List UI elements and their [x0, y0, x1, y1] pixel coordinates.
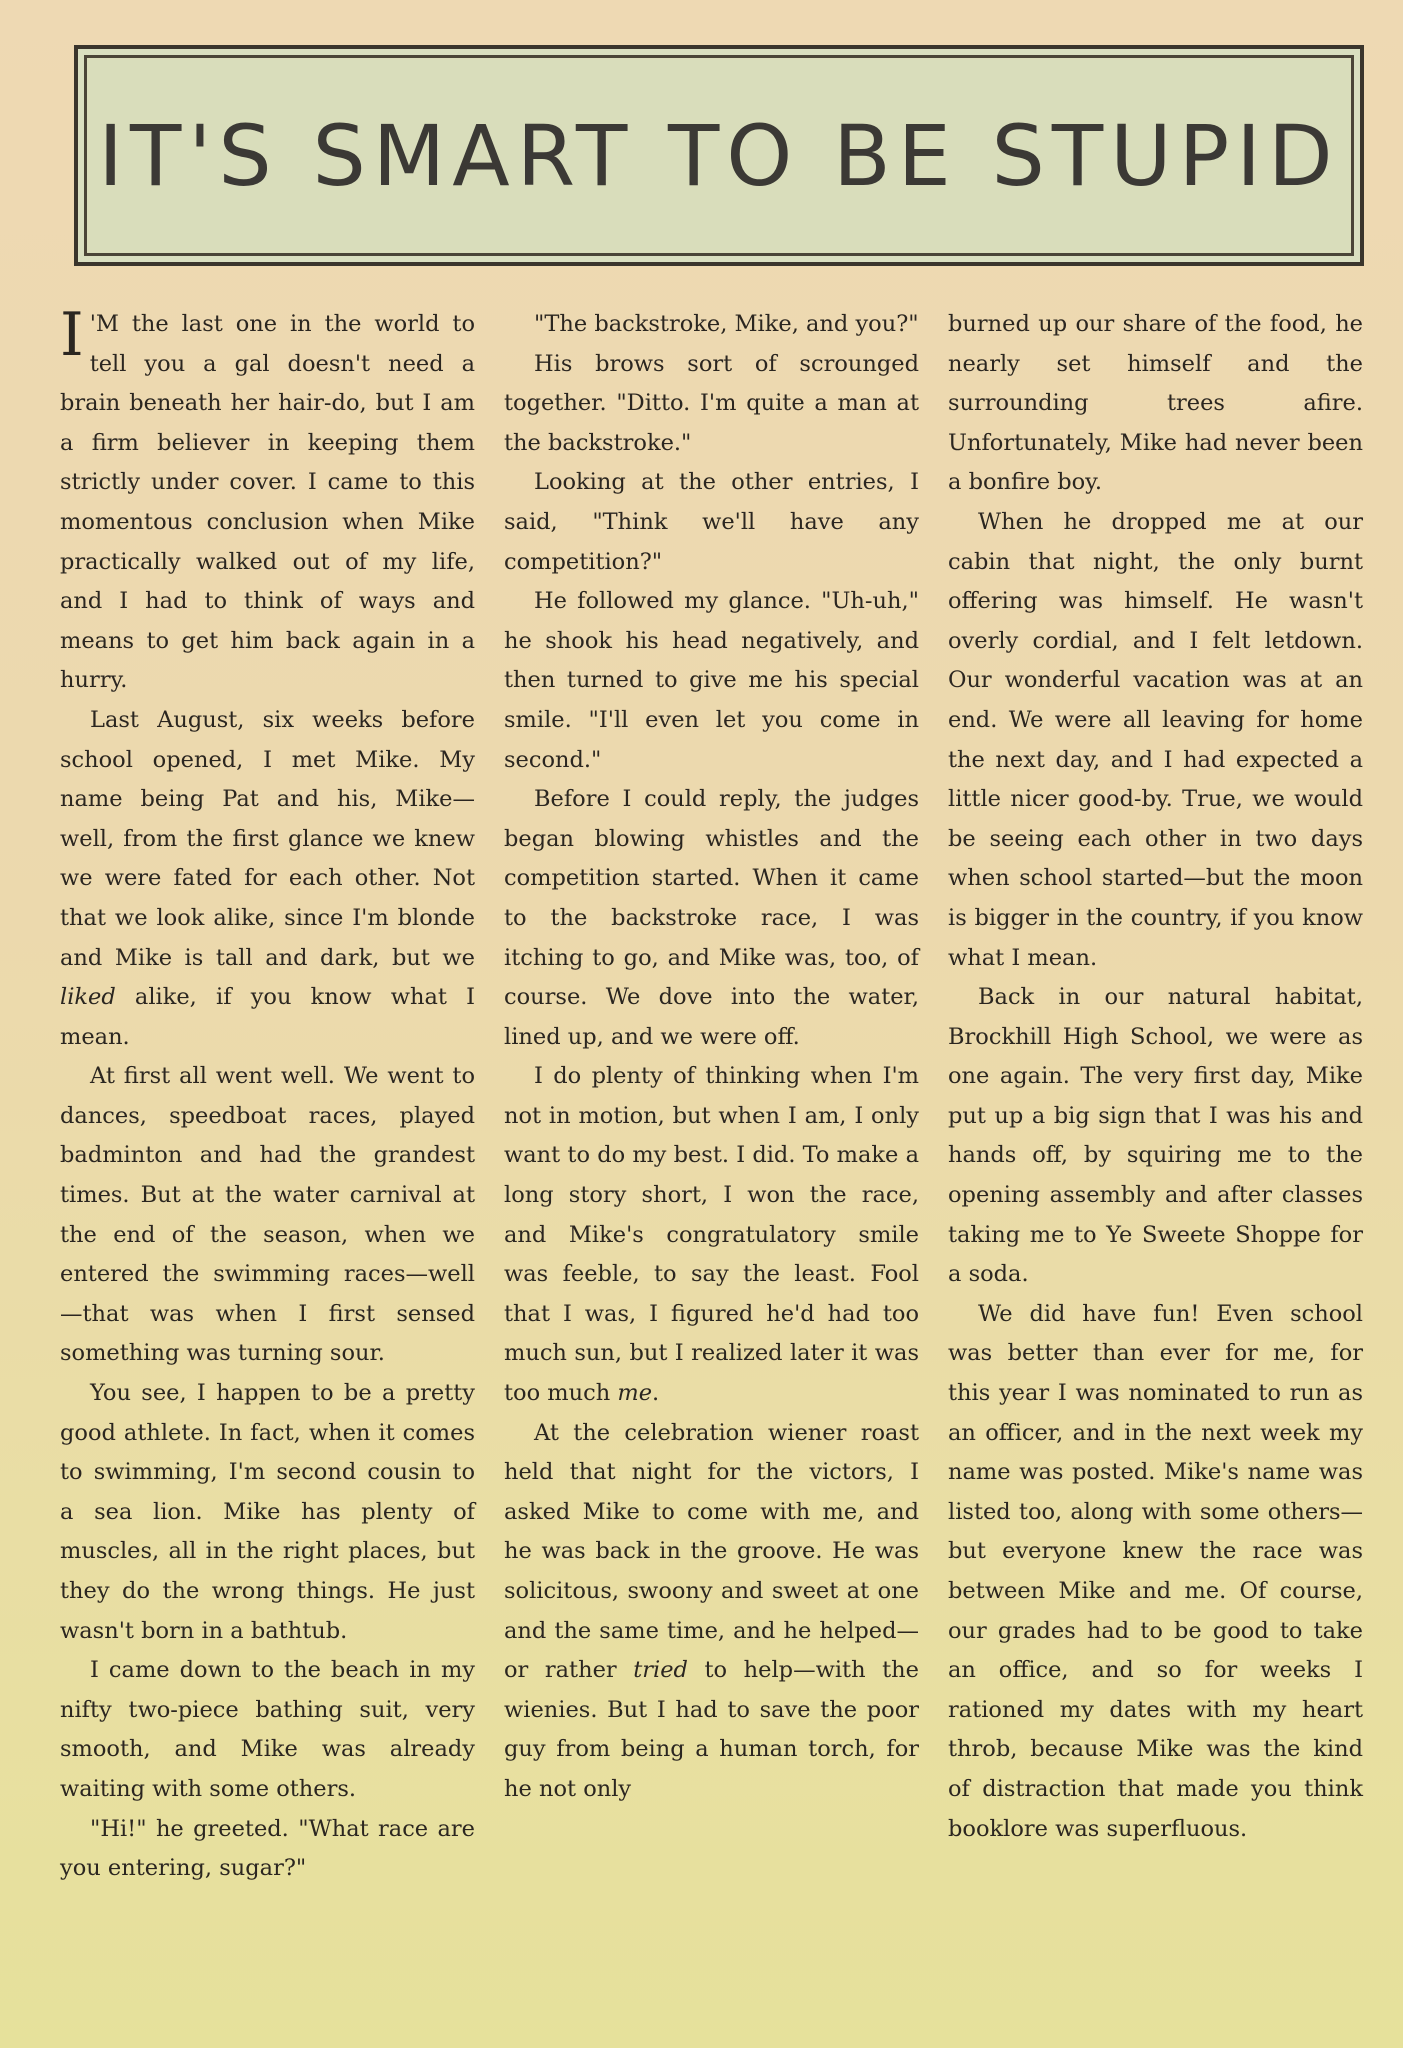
- paragraph: [504, 1057, 919, 1413]
- paragraph: "Hi!" he greeted. "What race are you entering, sugar?": [60, 1815, 475, 1882]
- column-3: [948, 305, 1363, 2005]
- paragraph: You see, I happen to be a pretty good athlete. In fact, when it comes to swimming, I'm second cousin to a sea lion. Mike has plenty of muscles, all in the right places, but they do the wrong things. He just wasn't born in a bathtub.: [60, 1380, 475, 1644]
- emphasis: tried: [633, 1657, 688, 1684]
- paragraph: "The backstroke, Mike, and you?": [534, 311, 919, 337]
- drop-cap: I: [60, 300, 84, 370]
- emphasis: liked: [60, 984, 116, 1011]
- paragraph: His brows sort of scrounged together. "Ditto. I'm quite a man at the backstroke.": [504, 350, 919, 456]
- paragraph: [60, 300, 475, 701]
- paragraph: Before I could reply, the judges began blowing whistles and the competition started. When it came to the backstroke race, I was itching to go, and Mike was, too, of course. We dove into the water, lined up, and we were off.: [504, 786, 919, 1050]
- emphasis: me: [617, 1380, 653, 1407]
- paragraph: When he dropped me at our cabin that night, the only burnt offering was himself. He wasn't overly cordial, and I felt letdown. Our wonderful vacation was at an end. We were all leaving for home the next day, and I had expected a little nicer good-by. True, we would be seeing each other in two days when school started—but the moon is bigger in the country, if you know what I mean.: [948, 508, 1363, 971]
- paragraph-text: .: [652, 1380, 660, 1407]
- paragraph: [60, 701, 475, 1057]
- paragraph: He followed my glance. "Uh-uh," he shook his head negatively, and then turned to give me his special smile. "I'll even let you come in second.": [504, 588, 919, 773]
- paragraph: I came down to the beach in my nifty two-piece bathing suit, very smooth, and Mike was already waiting with some others.: [60, 1657, 475, 1802]
- paragraph: Looking at the other entries, I said, "Think we'll have any competition?": [504, 469, 919, 575]
- paragraph: At first all went well. We went to dances, speedboat races, played badminton and had the grandest times. But at the water carnival at the end of the season, when we entered the swimming races—well—that was when I first sensed something was turning sour.: [60, 1063, 475, 1367]
- paragraph-text: Last August, six weeks before school opened, I met Mike. My name being Pat and his, Mike—well, from the first glance we knew we were fated for each other. Not that we look alike, since I'm blonde and Mike is tall and dark, but we: [60, 706, 475, 971]
- article-title: IT'S SMART TO BE STUPID: [98, 106, 1340, 205]
- column-1: [60, 300, 475, 2005]
- column-2: [504, 305, 919, 2005]
- paragraph: We did have fun! Even school was better than ever for me, for this year I was nominated to run as an officer, and in the next week my name was posted. Mike's name was listed too, along with some others—but everyone knew the race was between Mike and me. Of course, our grades had to be good to take an office, and so for weeks I rationed my dates with my heart throb, because Mike was the kind of distraction that made you think booklore was superfluous.: [948, 1300, 1363, 1842]
- paragraph: burned up our share of the food, he nearly set himself and the surrounding trees afire. Unfortunately, Mike had never been a bonfire boy.: [948, 311, 1363, 496]
- title-box: [74, 45, 1364, 266]
- paragraph-text: I do plenty of thinking when I'm not in motion, but when I am, I only want to do my best. I did. To make a long story short, I won the race, and Mike's congratulatory smile was feeble, to say the least. Fool that I was, I figured he'd had too much sun, but I realized later it was too much: [504, 1063, 919, 1407]
- paragraph-text: alike, if you know what I mean.: [60, 984, 475, 1050]
- paragraph: [504, 1414, 919, 1810]
- paragraph-text: At the celebration wiener roast held that night for the victors, I asked Mike to come with me, and he was back in the groove. He was solicitous, swoony and sweet at one and the same time, and he helped—or rather: [504, 1419, 919, 1684]
- article-columns: [60, 300, 1363, 2005]
- paragraph-text: to help—with the wienies. But I had to save the poor guy from being a human torch, for he not only: [504, 1657, 919, 1802]
- paragraph-text: 'M the last one in the world to tell you a gal doesn't need a brain beneath her hair-do, but I am a firm believer in keeping them strictly under cover. I came to this momentous conclusion when Mike practically walked out of my life, and I had to think of ways and means to get him back again in a hurry.: [60, 311, 475, 694]
- paragraph: Back in our natural habitat, Brockhill High School, we were as one again. The very first day, Mike put up a big sign that I was his and hands off, by squiring me to the opening assembly and after classes taking me to Ye Sweete Shoppe for a soda.: [948, 984, 1363, 1288]
